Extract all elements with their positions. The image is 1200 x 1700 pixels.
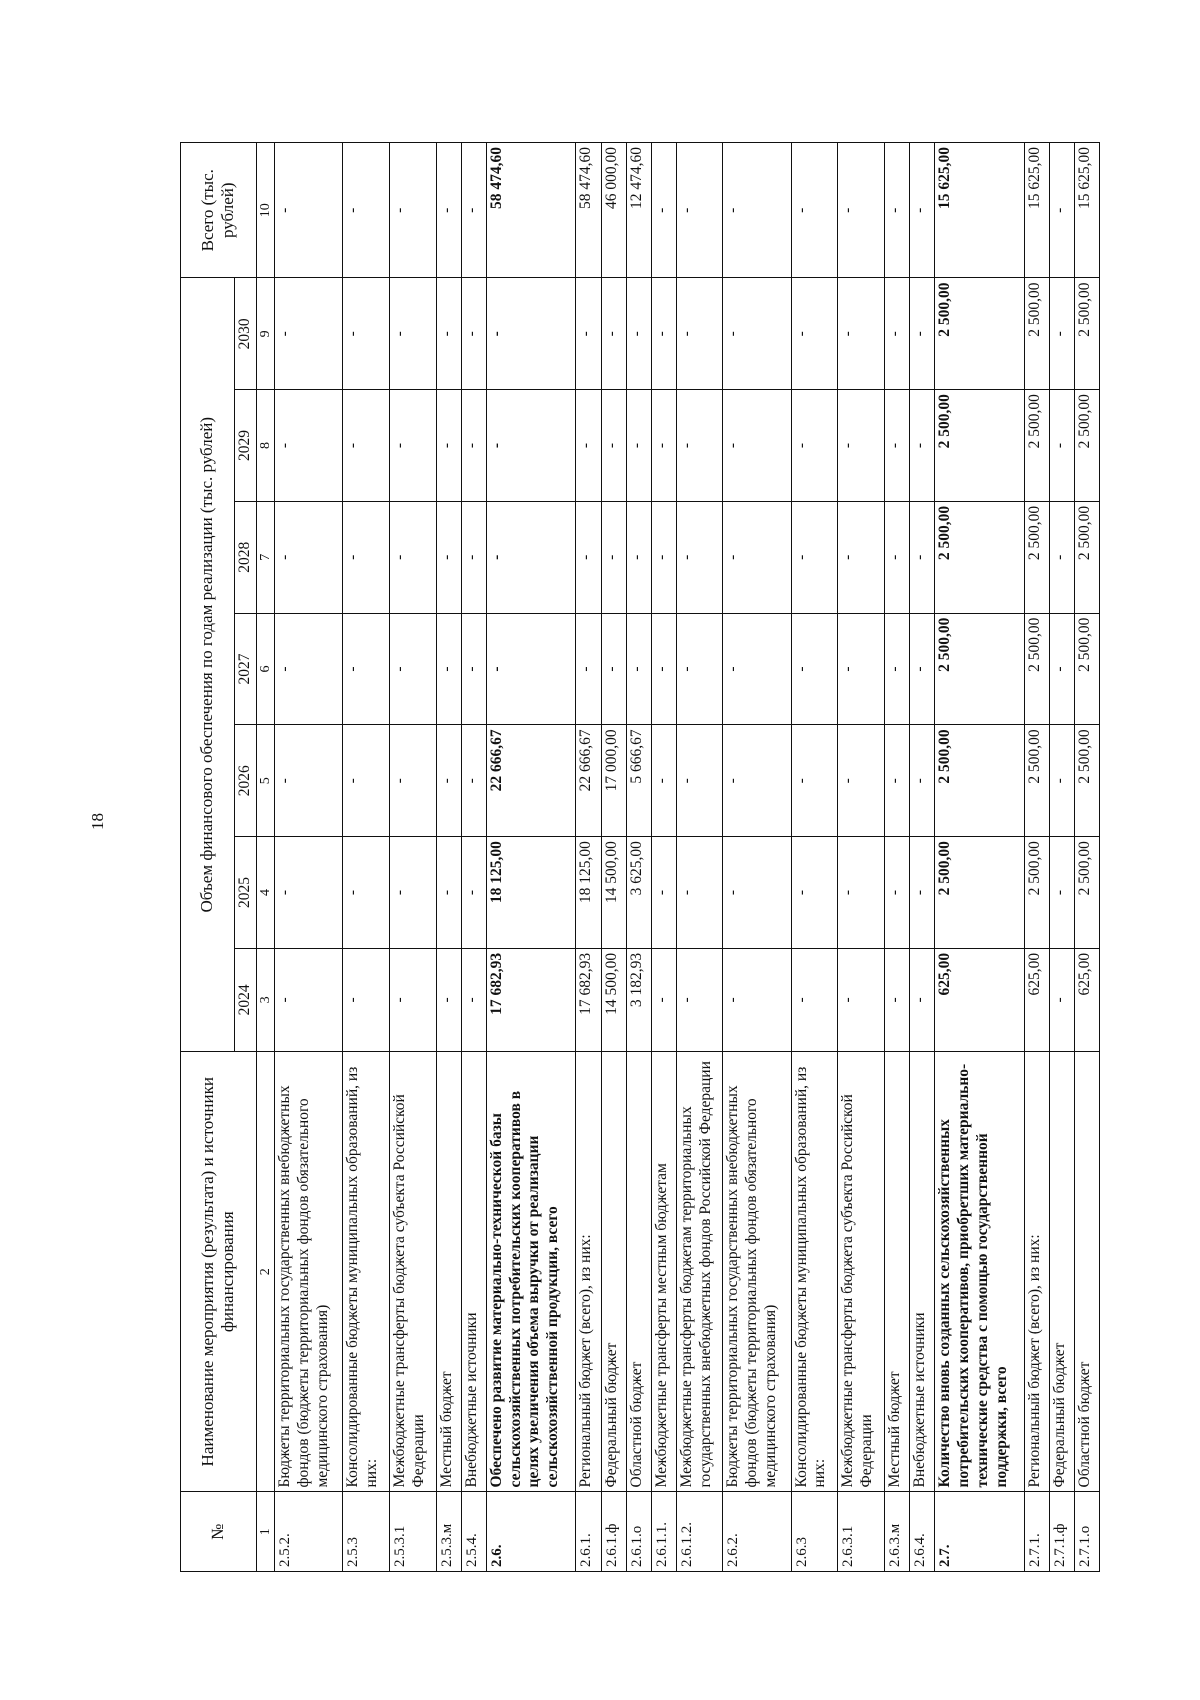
row-name: Бюджеты территориальных государственных внебюджетных фондов (бюджеты территориальных фондов обязательного медицинского страхования)	[723, 1051, 791, 1492]
row-year-value: -	[838, 278, 885, 390]
row-year-value: -	[343, 278, 390, 390]
row-year-value: 3 182,93	[626, 948, 651, 1051]
row-year-value: 2 500,00	[934, 390, 1024, 502]
table-row	[576, 143, 601, 1572]
financing-table	[180, 142, 1100, 1572]
row-year-value: -	[651, 278, 676, 390]
row-year-value: -	[884, 390, 909, 502]
row-name: Региональный бюджет (всего), из них:	[1024, 1051, 1049, 1492]
row-year-value: -	[651, 501, 676, 613]
row-year-value: -	[436, 278, 461, 390]
row-year-value: -	[389, 948, 436, 1051]
row-year-value: -	[274, 613, 342, 725]
table-row	[343, 143, 390, 1572]
row-name: Региональный бюджет (всего), из них:	[576, 1051, 601, 1492]
row-name: Местный бюджет	[436, 1051, 461, 1492]
row-total-value: -	[274, 143, 342, 278]
column-index: 6	[256, 613, 274, 725]
row-year-value: 2 500,00	[934, 725, 1024, 837]
row-year-value: 14 500,00	[601, 837, 626, 949]
row-year-value: -	[909, 278, 934, 390]
row-year-value: -	[791, 613, 838, 725]
row-year-value: -	[723, 837, 791, 949]
header-years-group: Объем финансового обеспечения по годам реализации (тыс. рублей)	[181, 278, 235, 1052]
row-year-value: -	[601, 613, 626, 725]
row-total-value: -	[676, 143, 723, 278]
rotated-table-container	[180, 142, 1100, 1572]
row-year-value: -	[274, 837, 342, 949]
row-year-value: -	[626, 390, 651, 502]
row-name: Федеральный бюджет	[601, 1051, 626, 1492]
row-name: Межбюджетные трансферты бюджета субъекта Российской Федерации	[389, 1051, 436, 1492]
row-number: 2.6.1.ф	[601, 1492, 626, 1572]
row-year-value: -	[626, 501, 651, 613]
column-index: 3	[256, 948, 274, 1051]
row-year-value: -	[576, 278, 601, 390]
row-year-value: -	[461, 501, 486, 613]
header-year: 2024	[235, 948, 257, 1051]
row-year-value: 2 500,00	[1074, 501, 1099, 613]
row-total-value: -	[791, 143, 838, 278]
row-year-value: 2 500,00	[1074, 390, 1099, 502]
row-year-value: 2 500,00	[1074, 725, 1099, 837]
header-year: 2029	[235, 390, 257, 502]
row-year-value: -	[436, 390, 461, 502]
row-year-value: -	[838, 390, 885, 502]
row-number: 2.6.4.	[909, 1492, 934, 1572]
row-year-value: -	[723, 278, 791, 390]
row-year-value: 2 500,00	[1074, 613, 1099, 725]
row-name: Местный бюджет	[884, 1051, 909, 1492]
row-name: Межбюджетные трансферты местным бюджетам	[651, 1051, 676, 1492]
page-number: 18	[88, 813, 107, 830]
row-year-value: -	[343, 837, 390, 949]
column-index: 8	[256, 390, 274, 502]
row-total-value: -	[884, 143, 909, 278]
row-year-value: -	[791, 725, 838, 837]
row-year-value: -	[486, 278, 576, 390]
row-year-value: 2 500,00	[1024, 725, 1049, 837]
row-total-value: -	[436, 143, 461, 278]
row-number: 2.7.	[934, 1492, 1024, 1572]
row-year-value: -	[838, 725, 885, 837]
row-total-value: -	[838, 143, 885, 278]
row-number: 2.7.1.ф	[1049, 1492, 1074, 1572]
row-year-value: -	[576, 390, 601, 502]
row-number: 2.6.2.	[723, 1492, 791, 1572]
column-index: 7	[256, 501, 274, 613]
row-name: Обеспечено развитие материально-технической базы сельскохозяйственных потребительских кооперативов в целях увеличения объема выручки от реализации сельскохозяйственной продукции, всего	[486, 1051, 576, 1492]
row-year-value: -	[486, 613, 576, 725]
header-total: Всего (тыс. рублей)	[181, 143, 257, 278]
row-year-value: 14 500,00	[601, 948, 626, 1051]
row-year-value: -	[838, 501, 885, 613]
row-year-value: -	[601, 390, 626, 502]
row-number: 2.6.3.1	[838, 1492, 885, 1572]
table-row	[1049, 143, 1074, 1572]
row-number: 2.5.2.	[274, 1492, 342, 1572]
row-year-value: 2 500,00	[934, 837, 1024, 949]
row-year-value: -	[909, 501, 934, 613]
row-year-value: -	[436, 613, 461, 725]
table-row	[626, 143, 651, 1572]
row-total-value: 15 625,00	[1074, 143, 1099, 278]
row-name: Внебюджетные источники	[909, 1051, 934, 1492]
table-row	[884, 143, 909, 1572]
row-year-value: 2 500,00	[1024, 501, 1049, 613]
row-year-value: -	[576, 501, 601, 613]
row-year-value: -	[909, 948, 934, 1051]
table-row	[651, 143, 676, 1572]
row-year-value: -	[461, 613, 486, 725]
row-year-value: 17 682,93	[576, 948, 601, 1051]
row-year-value: -	[461, 837, 486, 949]
row-year-value: -	[626, 613, 651, 725]
row-year-value: -	[884, 725, 909, 837]
row-year-value: -	[676, 278, 723, 390]
row-year-value: -	[1049, 278, 1074, 390]
column-index: 10	[256, 143, 274, 278]
table-row	[676, 143, 723, 1572]
row-year-value: -	[389, 501, 436, 613]
row-year-value: -	[343, 613, 390, 725]
row-year-value: -	[723, 501, 791, 613]
table-row	[838, 143, 885, 1572]
row-year-value: -	[909, 613, 934, 725]
header-year: 2028	[235, 501, 257, 613]
row-year-value: -	[1049, 501, 1074, 613]
row-total-value: 15 625,00	[934, 143, 1024, 278]
row-number: 2.6.1.1.	[651, 1492, 676, 1572]
row-year-value: -	[676, 948, 723, 1051]
table-row	[791, 143, 838, 1572]
table-row	[934, 143, 1024, 1572]
row-year-value: 625,00	[1024, 948, 1049, 1051]
row-year-value: 5 666,67	[626, 725, 651, 837]
row-year-value: -	[909, 837, 934, 949]
table-row	[909, 143, 934, 1572]
row-year-value: -	[791, 501, 838, 613]
row-total-value: 46 000,00	[601, 143, 626, 278]
row-number: 2.5.3.1	[389, 1492, 436, 1572]
row-year-value: 625,00	[934, 948, 1024, 1051]
row-year-value: -	[884, 501, 909, 613]
row-year-value: -	[436, 837, 461, 949]
row-year-value: -	[1049, 948, 1074, 1051]
row-number: 2.6.1.2.	[676, 1492, 723, 1572]
column-index: 4	[256, 837, 274, 949]
row-year-value: 18 125,00	[486, 837, 576, 949]
row-year-value: 18 125,00	[576, 837, 601, 949]
row-year-value: -	[436, 948, 461, 1051]
row-year-value: -	[1049, 837, 1074, 949]
row-number: 2.6.1.о	[626, 1492, 651, 1572]
row-year-value: 17 682,93	[486, 948, 576, 1051]
row-year-value: 17 000,00	[601, 725, 626, 837]
row-year-value: 2 500,00	[934, 613, 1024, 725]
row-year-value: -	[389, 725, 436, 837]
row-year-value: -	[389, 278, 436, 390]
row-name: Межбюджетные трансферты бюджетам территориальных государственных внебюджетных фондов Российской Федерации	[676, 1051, 723, 1492]
row-year-value: -	[626, 278, 651, 390]
row-year-value: -	[791, 837, 838, 949]
row-year-value: -	[723, 948, 791, 1051]
row-number: 2.7.1.	[1024, 1492, 1049, 1572]
row-year-value: -	[909, 390, 934, 502]
table-row	[486, 143, 576, 1572]
header-year: 2025	[235, 837, 257, 949]
header-year: 2026	[235, 725, 257, 837]
row-year-value: 2 500,00	[1074, 837, 1099, 949]
row-year-value: 2 500,00	[1024, 390, 1049, 502]
row-year-value: 2 500,00	[1024, 613, 1049, 725]
row-year-value: -	[274, 948, 342, 1051]
row-year-value: -	[389, 837, 436, 949]
row-total-value: -	[651, 143, 676, 278]
row-year-value: -	[676, 613, 723, 725]
table-row	[601, 143, 626, 1572]
column-index: 2	[256, 1051, 274, 1492]
row-year-value: -	[461, 390, 486, 502]
row-year-value: -	[486, 390, 576, 502]
row-year-value: 2 500,00	[1074, 278, 1099, 390]
row-year-value: -	[436, 725, 461, 837]
row-year-value: -	[838, 613, 885, 725]
row-year-value: -	[884, 613, 909, 725]
row-name: Межбюджетные трансферты бюджета субъекта Российской Федерации	[838, 1051, 885, 1492]
header-name: Наименование мероприятия (результата) и источники финансирования	[181, 1051, 257, 1492]
row-number: 2.5.3.м	[436, 1492, 461, 1572]
row-total-value: 58 474,60	[486, 143, 576, 278]
row-number: 2.6.3	[791, 1492, 838, 1572]
header-year: 2027	[235, 613, 257, 725]
row-total-value: 12 474,60	[626, 143, 651, 278]
row-year-value: -	[461, 278, 486, 390]
row-year-value: -	[343, 501, 390, 613]
row-total-value: -	[1049, 143, 1074, 278]
row-number: 2.7.1.о	[1074, 1492, 1099, 1572]
row-year-value: 3 625,00	[626, 837, 651, 949]
row-year-value: 2 500,00	[1024, 278, 1049, 390]
row-year-value: -	[909, 725, 934, 837]
row-year-value: -	[274, 278, 342, 390]
row-year-value: -	[461, 725, 486, 837]
row-name: Областной бюджет	[626, 1051, 651, 1492]
row-year-value: 22 666,67	[486, 725, 576, 837]
row-name: Бюджеты территориальных государственных внебюджетных фондов (бюджеты территориальных фондов обязательного медицинского страхования)	[274, 1051, 342, 1492]
row-name: Внебюджетные источники	[461, 1051, 486, 1492]
row-year-value: -	[274, 725, 342, 837]
row-year-value: -	[651, 948, 676, 1051]
row-total-value: -	[909, 143, 934, 278]
row-number: 2.5.3	[343, 1492, 390, 1572]
row-year-value: -	[676, 390, 723, 502]
row-year-value: -	[389, 390, 436, 502]
row-year-value: -	[436, 501, 461, 613]
table-row	[1074, 143, 1099, 1572]
row-year-value: -	[884, 948, 909, 1051]
row-number: 2.6.3.м	[884, 1492, 909, 1572]
row-total-value: -	[343, 143, 390, 278]
table-row	[274, 143, 342, 1572]
row-total-value: 58 474,60	[576, 143, 601, 278]
row-year-value: -	[1049, 390, 1074, 502]
row-number: 2.6.1.	[576, 1492, 601, 1572]
row-year-value: 2 500,00	[1024, 837, 1049, 949]
row-year-value: -	[461, 948, 486, 1051]
row-year-value: -	[343, 390, 390, 502]
row-name: Консолидированные бюджеты муниципальных образований, из них:	[791, 1051, 838, 1492]
row-year-value: -	[676, 725, 723, 837]
row-year-value: -	[651, 613, 676, 725]
row-year-value: -	[884, 837, 909, 949]
row-year-value: -	[389, 613, 436, 725]
row-year-value: -	[676, 501, 723, 613]
header-number: №	[181, 1492, 257, 1572]
row-total-value: -	[723, 143, 791, 278]
table-row	[1024, 143, 1049, 1572]
row-number: 2.6.	[486, 1492, 576, 1572]
row-year-value: -	[274, 501, 342, 613]
row-year-value: -	[1049, 725, 1074, 837]
row-year-value: -	[343, 948, 390, 1051]
row-year-value: -	[723, 390, 791, 502]
header-year: 2030	[235, 278, 257, 390]
row-year-value: -	[791, 390, 838, 502]
row-year-value: -	[838, 837, 885, 949]
row-name: Федеральный бюджет	[1049, 1051, 1074, 1492]
row-total-value: -	[389, 143, 436, 278]
row-year-value: 2 500,00	[934, 501, 1024, 613]
row-total-value: -	[461, 143, 486, 278]
row-year-value: -	[884, 278, 909, 390]
table-row	[461, 143, 486, 1572]
row-year-value: -	[791, 948, 838, 1051]
table-row	[723, 143, 791, 1572]
row-year-value: 2 500,00	[934, 278, 1024, 390]
row-year-value: -	[601, 278, 626, 390]
row-year-value: -	[651, 725, 676, 837]
row-year-value: -	[676, 837, 723, 949]
column-index: 1	[256, 1492, 274, 1572]
table-row	[389, 143, 436, 1572]
row-year-value: -	[723, 613, 791, 725]
row-year-value: -	[838, 948, 885, 1051]
row-number: 2.5.4.	[461, 1492, 486, 1572]
row-year-value: 625,00	[1074, 948, 1099, 1051]
row-year-value: -	[723, 725, 791, 837]
row-year-value: -	[274, 390, 342, 502]
row-year-value: -	[486, 501, 576, 613]
row-year-value: -	[1049, 613, 1074, 725]
row-year-value: 22 666,67	[576, 725, 601, 837]
column-index: 5	[256, 725, 274, 837]
column-index: 9	[256, 278, 274, 390]
row-year-value: -	[601, 501, 626, 613]
row-name: Консолидированные бюджеты муниципальных образований, из них:	[343, 1051, 390, 1492]
table-row	[436, 143, 461, 1572]
row-year-value: -	[651, 837, 676, 949]
row-name: Областной бюджет	[1074, 1051, 1099, 1492]
row-year-value: -	[576, 613, 601, 725]
row-name: Количество вновь созданных сельскохозяйственных потребительских кооперативов, приобретших материально-технические средства с помощью государственной поддержки, всего	[934, 1051, 1024, 1492]
row-year-value: -	[651, 390, 676, 502]
row-year-value: -	[791, 278, 838, 390]
row-total-value: 15 625,00	[1024, 143, 1049, 278]
row-year-value: -	[343, 725, 390, 837]
